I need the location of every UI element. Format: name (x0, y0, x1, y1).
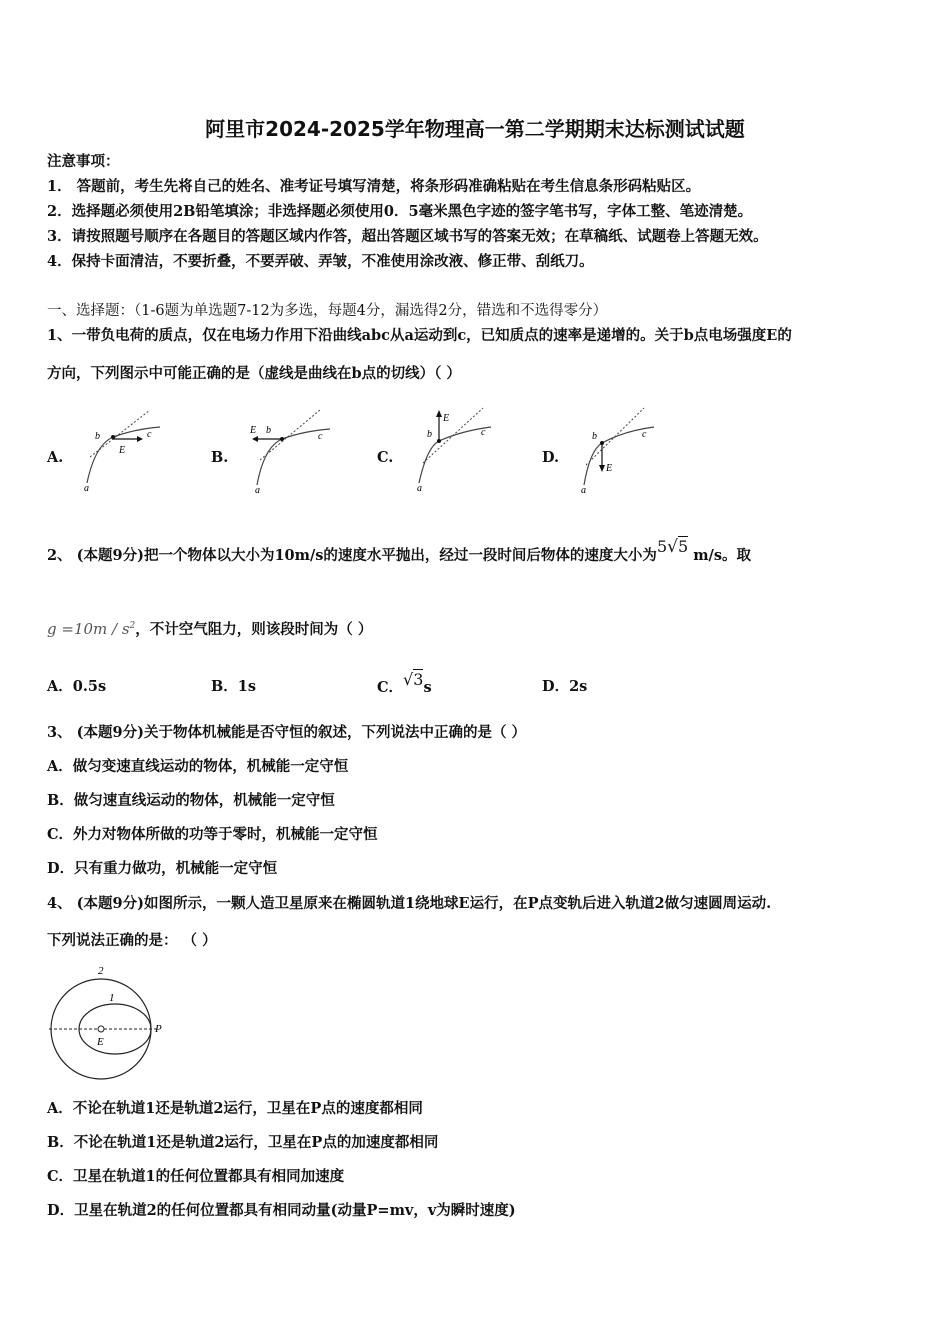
q2-option-a[interactable] (47, 677, 106, 697)
q1-stem-line1: 1、一带负电荷的质点，仅在电场力作用下沿曲线abc从a运动到c，已知质点的速率是递增的。关于b点电场强度E的 (47, 327, 792, 344)
q1a-label-b: b (95, 431, 100, 442)
q2-gravity-expr (47, 620, 135, 638)
q2-speed-unit: m/s。取 (688, 547, 752, 564)
q4-stem-line1: 4、 (本题9分)如图所示，一颗人造卫星原来在椭圆轨道1绕地球E运行，在P点变轨后进入轨道2做匀速圆周运动. (47, 895, 772, 912)
q2-gravity-exp: 2 (129, 621, 136, 631)
orbit-1-label: 1 (109, 992, 115, 1004)
q1-figure-a (75, 405, 170, 495)
q2-option-c-radicand: 3 (413, 670, 424, 689)
notice-item-3: 3．请按照题号顺序在各题目的答题区域内作答，超出答题区域书写的答案无效；在草稿纸、试题卷上答题无效。 (47, 228, 768, 245)
q2-stem-line2 (47, 616, 372, 640)
q1-option-d[interactable]: D. (542, 449, 560, 466)
q1c-label-c: c (481, 427, 486, 438)
q1d-label-e: E (606, 463, 613, 474)
q3-option-d[interactable]: D．只有重力做功，机械能一定守恒 (47, 860, 278, 877)
q3-option-a[interactable]: A．做匀变速直线运动的物体，机械能一定守恒 (47, 758, 349, 775)
q1d-label-b: b (592, 431, 597, 442)
q1c-label-e: E (443, 413, 450, 424)
q4-orbit-figure (45, 962, 175, 1082)
q1-option-b[interactable]: B. (211, 449, 229, 466)
notice-item-4: 4．保持卡面清洁，不要折叠，不要弄破、弄皱，不准使用涂改液、修正带、刮纸刀。 (47, 253, 594, 270)
q1-stem-line2: 方向，下列图示中可能正确的是（虚线是曲线在b点的切线）（ ） (47, 365, 461, 382)
q4-option-c[interactable]: C．卫星在轨道1的任何位置都具有相同加速度 (47, 1168, 345, 1185)
q3-option-c[interactable]: C．外力对物体所做的功等于零时，机械能一定守恒 (47, 826, 378, 843)
orbit-2-label: 2 (98, 965, 104, 977)
q2-option-d[interactable] (542, 677, 587, 697)
earth-icon (98, 1026, 104, 1032)
q2-option-c-text: s (423, 679, 432, 696)
notice-item-2: 2．选择题必须使用2B铅笔填涂；非选择题必须使用0．5毫米黑色字迹的签字笔书写，字体工整、笔迹清楚。 (47, 203, 753, 220)
q2-option-c-root: √3 (403, 670, 424, 689)
q1a-label-c: c (147, 429, 152, 440)
q2-speed-coef: 5 (656, 537, 668, 556)
q1d-label-a: a (581, 485, 586, 495)
page-title: 阿里市2024-2025学年物理高一第二学期期末达标测试试题 (205, 117, 745, 141)
q1b-label-b: b (266, 425, 271, 436)
q1a-label-e: E (119, 445, 126, 456)
q2-option-b-text: 1s (237, 678, 257, 695)
q2-stem-rest: ，不计空气阻力，则该段时间为（ ） (135, 621, 373, 638)
earth-label: E (97, 1036, 104, 1048)
notice-item-1: 1． 答题前，考生先将自己的姓名、准考证号填写清楚，将条形码准确粘贴在考生信息条形码粘贴区。 (47, 178, 701, 195)
q1-figure-b (242, 405, 337, 495)
q1b-label-a: a (255, 485, 260, 495)
q2-speed-value: 5√5 (656, 537, 689, 557)
section-heading: 一、选择题：（1-6题为单选题7-12为多选，每题4分，漏选得2分，错选和不选得零分） (47, 303, 608, 319)
q1-figure-d (572, 405, 667, 495)
q4-option-a[interactable]: A．不论在轨道1还是轨道2运行，卫星在P点的速度都相同 (47, 1100, 423, 1117)
q4-option-b[interactable]: B．不论在轨道1还是轨道2运行，卫星在P点的加速度都相同 (47, 1134, 439, 1151)
q4-stem-line2: 下列说法正确的是： （ ） (47, 932, 217, 949)
q4-option-d[interactable]: D．卫星在轨道2的任何位置都具有相同动量(动量P=mv，v为瞬时速度) (47, 1202, 516, 1219)
q1-option-a[interactable]: A. (47, 449, 64, 466)
q2-stem-text: 2、 (本题9分)把一个物体以大小为10m/s的速度水平抛出，经过一段时间后物体的速度大小为 (47, 547, 657, 564)
q2-option-b[interactable] (211, 677, 256, 697)
q2-option-b-label: B． (211, 678, 238, 695)
q1b-label-e: E (250, 425, 257, 436)
q1a-label-a: a (84, 483, 89, 494)
q2-speed-radicand: 5 (677, 537, 689, 556)
q3-option-b[interactable]: B．做匀速直线运动的物体，机械能一定守恒 (47, 792, 335, 809)
q2-option-a-text: 0.5s (72, 678, 107, 695)
q1c-label-a: a (417, 483, 422, 494)
q3-stem: 3、 (本题9分)关于物体机械能是否守恒的叙述，下列说法中正确的是（ ） (47, 724, 526, 741)
q2-option-a-label: A． (47, 678, 73, 695)
notice-heading: 注意事项： (47, 153, 120, 170)
point-p-label: P (155, 1023, 162, 1035)
q1-figure-c (405, 405, 500, 495)
q2-gravity-text: g =10m / s (47, 620, 130, 638)
q2-option-d-text: 2s (569, 678, 588, 695)
q1c-label-b: b (427, 429, 432, 440)
q1-option-c[interactable]: C. (377, 449, 394, 466)
q2-option-c-label: C． (377, 679, 404, 696)
q1d-label-c: c (642, 429, 647, 440)
q2-option-c[interactable] (377, 670, 432, 698)
q2-option-d-label: D． (542, 678, 570, 695)
q1b-label-c: c (318, 431, 323, 442)
q2-stem-line1 (47, 537, 752, 566)
